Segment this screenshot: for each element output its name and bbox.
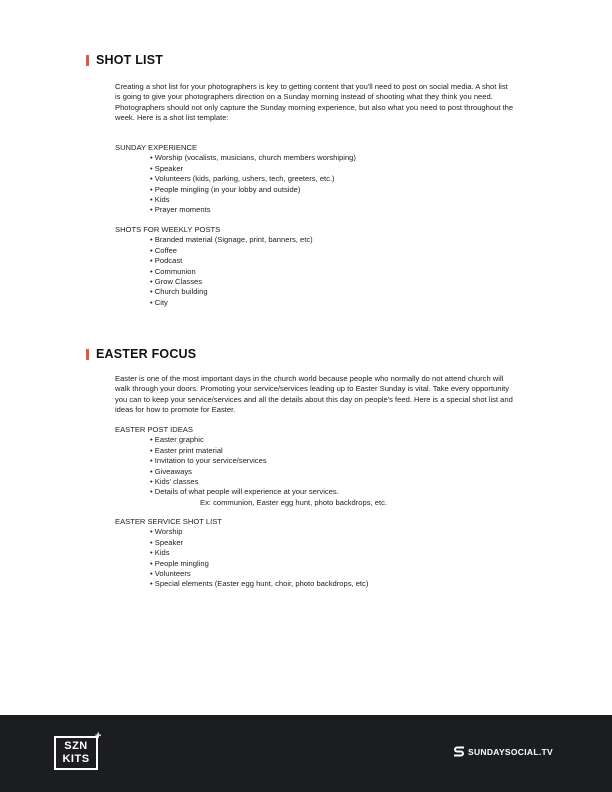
logo-plus-icon: + bbox=[95, 730, 102, 742]
list-item: • Prayer moments bbox=[150, 205, 535, 215]
list-item: • Invitation to your service/services bbox=[150, 456, 535, 466]
list-item: • Podcast bbox=[150, 256, 535, 266]
list-item: • Worship (vocalists, musicians, church members worshiping) bbox=[150, 153, 535, 163]
list-item: • Volunteers bbox=[150, 569, 535, 579]
weekly-posts-block bbox=[115, 225, 535, 308]
list-item: • Grow Classes bbox=[150, 277, 535, 287]
easter-focus-title: EASTER FOCUS bbox=[96, 347, 197, 361]
weekly-posts-heading: SHOTS FOR WEEKLY POSTS bbox=[115, 225, 221, 234]
list-item: • Kids bbox=[150, 195, 535, 205]
accent-bar bbox=[86, 55, 89, 66]
sunday-experience-list bbox=[115, 153, 535, 215]
list-item: • Details of what people will experience at your services. bbox=[150, 487, 535, 497]
easter-focus-header bbox=[86, 347, 196, 361]
weekly-posts-list bbox=[115, 235, 535, 308]
list-item: • Branded material (Signage, print, banners, etc) bbox=[150, 235, 535, 245]
list-item: • Easter graphic bbox=[150, 435, 535, 445]
brand-mark bbox=[453, 745, 553, 758]
list-item: • Easter print material bbox=[150, 446, 535, 456]
easter-post-ideas-block bbox=[115, 425, 535, 508]
sunday-experience-heading: SUNDAY EXPERIENCE bbox=[115, 143, 198, 152]
easter-focus-intro: Easter is one of the most important days in the church world because people who normally do not attend church will walk through your doors. Promoting your service/services leading up to Easter Sunday is vital. Take every opportunity you can to keep your service/services and all the details about this day on people's feed. Here is a special shot list and ideas for how to promote for Easter. bbox=[115, 374, 513, 415]
list-item: • People mingling bbox=[150, 559, 535, 569]
list-item: • Speaker bbox=[150, 164, 535, 174]
shot-list-title: SHOT LIST bbox=[96, 53, 164, 67]
accent-bar bbox=[86, 349, 89, 360]
list-item: • Church building bbox=[150, 287, 535, 297]
list-item: • Giveaways bbox=[150, 467, 535, 477]
shot-list-intro: Creating a shot list for your photographers is key to getting content that you'll need to post on social media. A shot list is going to give your photographers direction on a Sunday morning instead of shooting what they think you need. Photographers should not only capture the Sunday morning experience, but also what you need to post throughout the week. Here is a shot list template: bbox=[115, 82, 514, 123]
list-item: • People mingling (in your lobby and outside) bbox=[150, 185, 535, 195]
logo-line-2: KITS bbox=[62, 753, 90, 765]
shot-list-header bbox=[86, 53, 163, 67]
list-item: • Worship bbox=[150, 527, 535, 537]
list-item: • City bbox=[150, 298, 535, 308]
list-item: • Communion bbox=[150, 267, 535, 277]
list-item: • Speaker bbox=[150, 538, 535, 548]
easter-service-shots-block bbox=[115, 517, 535, 590]
easter-service-shots-list bbox=[115, 527, 535, 589]
easter-post-ideas-note: Ex: communion, Easter egg hunt, photo backdrops, etc. bbox=[200, 497, 387, 507]
szn-kits-logo bbox=[54, 736, 98, 770]
sunday-social-s-icon bbox=[453, 745, 465, 758]
list-item: • Kids bbox=[150, 548, 535, 558]
list-item: • Kids' classes bbox=[150, 477, 535, 487]
list-item: • Coffee bbox=[150, 246, 535, 256]
list-item: • Volunteers (kids, parking, ushers, tech, greeters, etc.) bbox=[150, 174, 535, 184]
easter-service-shots-heading: EASTER SERVICE SHOT LIST bbox=[115, 517, 222, 526]
brand-name: SUNDAYSOCIAL.TV bbox=[468, 746, 553, 757]
easter-post-ideas-list bbox=[115, 435, 535, 497]
sunday-experience-block bbox=[115, 143, 535, 216]
list-item: • Special elements (Easter egg hunt, choir, photo backdrops, etc) bbox=[150, 579, 535, 589]
easter-post-ideas-heading: EASTER POST IDEAS bbox=[115, 425, 193, 434]
logo-line-1: SZN bbox=[64, 740, 88, 752]
